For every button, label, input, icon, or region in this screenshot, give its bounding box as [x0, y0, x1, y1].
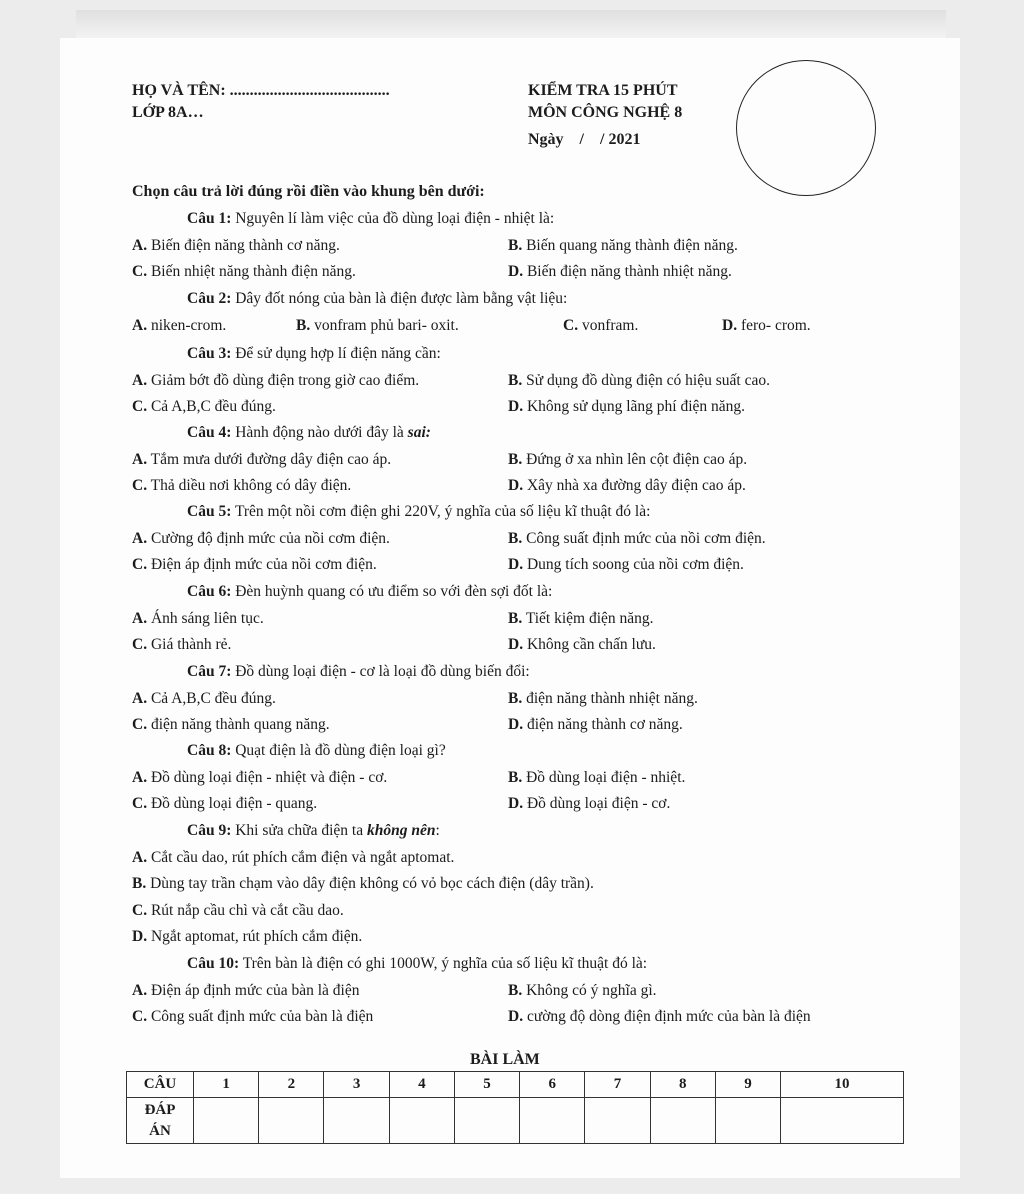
question-number: Câu 4:: [187, 424, 232, 441]
answer-option: [132, 902, 344, 920]
option-key: C.: [132, 398, 148, 415]
answer-cell[interactable]: [194, 1098, 259, 1144]
option-key: B.: [508, 609, 523, 627]
option-text: Cường độ định mức của nồi cơm điện.: [147, 529, 390, 547]
option-text: Biến quang năng thành điện năng.: [522, 236, 738, 254]
answer-cell[interactable]: [520, 1098, 585, 1144]
answer-option: [508, 1008, 811, 1026]
answer-option: [508, 451, 747, 469]
question-text: Trên bàn là điện có ghi 1000W, ý nghĩa của số liệu kĩ thuật đó là:: [239, 955, 648, 972]
answer-option: [132, 556, 377, 574]
question-stem: [187, 290, 567, 308]
answer-option: [132, 982, 360, 1000]
name-label: HỌ VÀ TÊN:: [132, 82, 226, 99]
option-text: Điện áp định mức của bàn là điện: [147, 981, 360, 999]
answer-label-2: ÁN: [149, 1122, 171, 1139]
answer-option: [508, 477, 746, 495]
question-number: Câu 5:: [187, 503, 232, 520]
name-line: [132, 82, 390, 100]
question-number: Câu 1:: [187, 210, 232, 227]
answer-cell[interactable]: [585, 1098, 650, 1144]
score-circle: [736, 60, 876, 196]
option-key: A.: [132, 848, 148, 866]
question-number-cell: 2: [259, 1072, 324, 1098]
option-text: Thả diều nơi không có dây điện.: [147, 477, 352, 494]
answer-option: [132, 716, 330, 734]
option-key: D.: [508, 1008, 524, 1025]
answer-cell[interactable]: [650, 1098, 715, 1144]
question-stem: [187, 424, 431, 442]
option-text: Không cần chấn lưu.: [523, 636, 656, 653]
answer-label-cell: [127, 1098, 194, 1144]
option-text: Đồ dùng loại điện - nhiệt.: [522, 768, 686, 786]
question-stem: [187, 345, 441, 363]
question-stem: [187, 742, 446, 760]
option-key: A.: [132, 689, 148, 707]
question-number-cell: 7: [585, 1072, 650, 1098]
question-text: Để sử dụng hợp lí điện năng cần:: [231, 345, 441, 362]
option-text: Biến điện năng thành nhiệt năng.: [523, 263, 732, 280]
option-text: Công suất định mức của bàn là điện: [147, 1008, 374, 1025]
answer-cell[interactable]: [781, 1098, 904, 1144]
question-emphasis: không nên: [366, 822, 436, 839]
question-stem: Câu 9: Khi sửa chữa điện ta không nên:: [187, 822, 440, 839]
answer-option: [508, 795, 670, 813]
option-key: A.: [132, 371, 148, 389]
instruction: Chọn câu trả lời đúng rồi điền vào khung bên dưới:: [132, 183, 485, 200]
answer-table: [126, 1071, 904, 1144]
answer-option: [132, 237, 340, 255]
answer-option: [132, 477, 351, 495]
answer-cell[interactable]: [324, 1098, 389, 1144]
option-key: D.: [508, 477, 524, 494]
option-key: D.: [508, 263, 524, 280]
option-key: B.: [132, 875, 147, 892]
question-stem: [187, 583, 552, 601]
option-key: C.: [132, 556, 148, 573]
option-key: C.: [132, 1008, 148, 1025]
answer-option: [508, 530, 766, 548]
option-text: Rút nắp cầu chì và cắt cầu dao.: [147, 901, 344, 919]
answer-option: [508, 610, 654, 628]
option-text: Cả A,B,C đều đúng.: [147, 398, 276, 415]
option-text: Đồ dùng loại điện - cơ.: [523, 795, 671, 812]
option-text: Cắt cầu dao, rút phích cắm điện và ngắt aptomat.: [147, 848, 455, 866]
option-text: Đồ dùng loại điện - nhiệt và điện - cơ.: [147, 768, 388, 786]
option-key: B.: [508, 450, 523, 468]
question-number: Câu 7:: [187, 663, 232, 680]
answer-cell[interactable]: [715, 1098, 780, 1144]
option-key: D.: [508, 556, 524, 573]
option-key: B.: [508, 236, 523, 254]
class-label: LỚP 8A…: [132, 104, 204, 121]
option-text: Đồ dùng loại điện - quang.: [147, 795, 318, 812]
question-number-cell: 5: [454, 1072, 519, 1098]
question-number-cell: 3: [324, 1072, 389, 1098]
answer-option: [508, 636, 656, 654]
option-key: D.: [508, 795, 524, 812]
option-key: A.: [132, 316, 148, 334]
option-key: B.: [508, 371, 523, 389]
question-stem: [187, 955, 647, 973]
subject-title: MÔN CÔNG NGHỆ 8: [528, 104, 683, 121]
test-date: Ngày / / 2021: [528, 131, 641, 148]
question-label-cell: CÂU: [127, 1072, 194, 1098]
option-text: niken-crom.: [147, 316, 227, 334]
option-key: A.: [132, 450, 148, 468]
answer-option: [132, 928, 362, 946]
option-text: Giá thành rẻ.: [147, 636, 232, 653]
question-stem: [187, 503, 650, 521]
question-text: Trên một nồi cơm điện ghi 220V, ý nghĩa của số liệu kĩ thuật đó là:: [231, 503, 651, 520]
option-text: Biến nhiệt năng thành điện năng.: [147, 263, 356, 280]
option-key: D.: [508, 636, 524, 653]
name-blank: ........................................: [229, 82, 390, 99]
option-key: D.: [722, 316, 738, 334]
option-key: D.: [508, 398, 524, 415]
question-text: Dây đốt nóng của bàn là điện được làm bằng vật liệu:: [231, 290, 568, 307]
answer-option: [508, 237, 738, 255]
option-key: B.: [508, 529, 523, 547]
answer-option: [508, 982, 657, 1000]
option-text: Cả A,B,C đều đúng.: [147, 689, 276, 707]
answer-option: [132, 610, 264, 628]
option-key: D.: [508, 716, 524, 733]
answer-option: [132, 690, 276, 708]
option-text: Điện áp định mức của nồi cơm điện.: [147, 556, 377, 573]
question-number: Câu 10:: [187, 955, 240, 972]
option-key: B.: [508, 768, 523, 786]
option-key: C.: [563, 316, 579, 334]
answer-option: [132, 372, 419, 390]
option-text: Công suất định mức của nồi cơm điện.: [522, 529, 766, 547]
answer-option: [508, 263, 732, 281]
answer-cell[interactable]: [259, 1098, 324, 1144]
answer-option: [132, 636, 231, 654]
answer-label-1: ĐÁP: [144, 1101, 176, 1118]
answer-section-title: BÀI LÀM: [470, 1051, 540, 1068]
answer-option: [508, 556, 744, 574]
question-number-cell: 6: [520, 1072, 585, 1098]
answer-option: [563, 317, 638, 335]
question-number: Câu 6:: [187, 583, 232, 600]
option-text: cường độ dòng điện định mức của bàn là điện: [523, 1008, 811, 1025]
option-key: A.: [132, 236, 148, 254]
question-number-cell: 8: [650, 1072, 715, 1098]
question-number: Câu 9:: [187, 822, 232, 839]
answer-option: [508, 716, 683, 734]
question-text: Đồ dùng loại điện - cơ là loại đồ dùng biến đổi:: [231, 663, 530, 680]
option-text: Dung tích soong của nồi cơm điện.: [523, 556, 744, 573]
exam-paper: [60, 38, 960, 1178]
answer-option: [132, 398, 276, 416]
option-text: Giảm bớt đồ dùng điện trong giờ cao điểm.: [147, 371, 420, 389]
option-key: A.: [132, 981, 148, 999]
answer-option: [508, 690, 698, 708]
option-text: Ngắt aptomat, rút phích cắm điện.: [147, 928, 363, 945]
option-key: C.: [132, 636, 148, 653]
answer-option: [132, 317, 226, 335]
question-text: Hành động nào dưới đây là: [231, 424, 408, 441]
question-emphasis: sai:: [407, 424, 431, 441]
answer-option: [132, 451, 391, 469]
question-number-cell: 9: [715, 1072, 780, 1098]
option-key: B.: [296, 316, 311, 334]
question-number-cell: 4: [389, 1072, 454, 1098]
answer-option: [508, 769, 685, 787]
option-text: Ánh sáng liên tục.: [147, 609, 264, 627]
question-text: Nguyên lí làm việc của đồ dùng loại điện - nhiệt là:: [231, 210, 555, 227]
question-stem: [187, 663, 530, 681]
option-key: A.: [132, 768, 148, 786]
question-text: Khi sửa chữa điện ta: [231, 822, 367, 839]
option-key: C.: [132, 901, 148, 919]
option-key: C.: [132, 716, 148, 733]
answer-cell[interactable]: [389, 1098, 454, 1144]
question-text: Đèn huỳnh quang có ưu điểm so với đèn sợi đốt là:: [231, 583, 553, 600]
option-text: Tắm mưa dưới đường dây điện cao áp.: [147, 450, 392, 468]
option-text: Đứng ở xa nhìn lên cột điện cao áp.: [522, 450, 748, 468]
answer-table-header-row: [127, 1072, 904, 1098]
option-key: A.: [132, 529, 148, 547]
answer-option: [132, 849, 454, 867]
option-key: C.: [132, 263, 148, 280]
option-key: D.: [132, 928, 148, 945]
question-stem: [187, 210, 554, 228]
option-text: vonfram phủ bari- oxit.: [310, 316, 459, 334]
answer-option: [508, 398, 745, 416]
answer-option: [132, 263, 356, 281]
answer-table-answer-row: [127, 1098, 904, 1144]
answer-option: [722, 317, 811, 335]
question-number-cell: 10: [781, 1072, 904, 1098]
option-text: Không sử dụng lãng phí điện năng.: [523, 398, 746, 415]
option-key: A.: [132, 609, 148, 627]
option-text: điện năng thành nhiệt năng.: [522, 689, 698, 707]
option-text: Không có ý nghĩa gì.: [522, 981, 657, 999]
option-key: B.: [508, 981, 523, 999]
answer-option: [508, 372, 770, 390]
question-number: Câu 2:: [187, 290, 232, 307]
option-text: fero- crom.: [737, 316, 811, 334]
answer-option: [132, 530, 390, 548]
question-number: Câu 3:: [187, 345, 232, 362]
question-text: Quạt điện là đồ dùng điện loại gì?: [231, 742, 446, 759]
option-key: C.: [132, 795, 148, 812]
answer-option: [132, 875, 594, 893]
question-number: Câu 8:: [187, 742, 232, 759]
option-text: Sử dụng đồ dùng điện có hiệu suất cao.: [522, 371, 770, 389]
option-key: C.: [132, 477, 148, 494]
answer-option: [132, 769, 387, 787]
option-text: Biến điện năng thành cơ năng.: [147, 236, 340, 254]
answer-option: [132, 1008, 373, 1026]
question-number-cell: 1: [194, 1072, 259, 1098]
answer-option: [296, 317, 459, 335]
option-text: vonfram.: [578, 316, 639, 334]
option-text: Xây nhà xa đường dây điện cao áp.: [523, 477, 746, 494]
option-text: điện năng thành quang năng.: [147, 716, 330, 733]
option-key: B.: [508, 689, 523, 707]
option-text: điện năng thành cơ năng.: [523, 716, 683, 733]
answer-option: [132, 795, 317, 813]
test-title: KIỂM TRA 15 PHÚT: [528, 82, 678, 99]
option-text: Tiết kiệm điện năng.: [522, 609, 654, 627]
answer-cell[interactable]: [454, 1098, 519, 1144]
window-top-bar: [76, 10, 946, 40]
option-text: Dùng tay trần chạm vào dây điện không có vỏ bọc cách điện (dây trần).: [146, 875, 594, 892]
